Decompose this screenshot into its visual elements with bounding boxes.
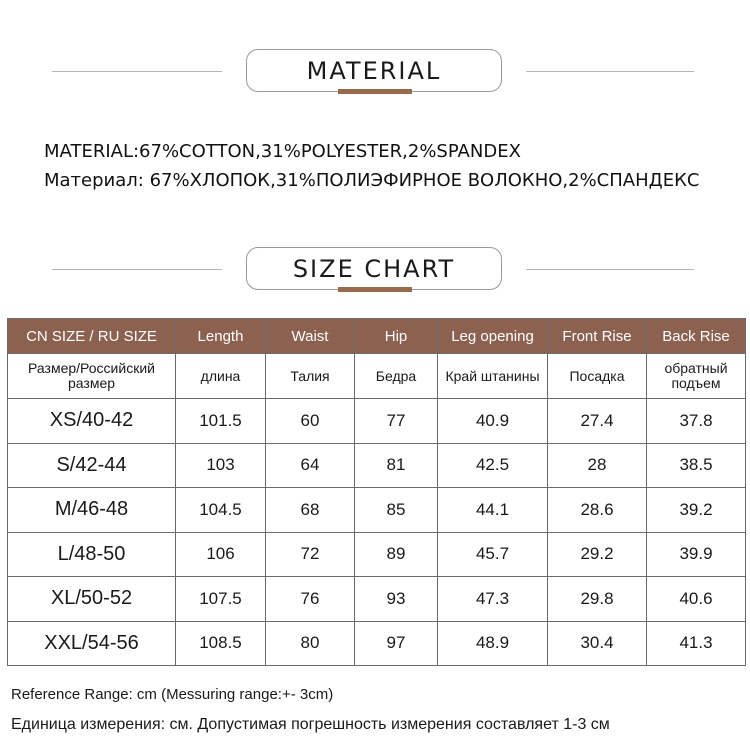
subheader-cell: Размер/Российский размер <box>8 354 176 399</box>
subheader-cell: Посадка <box>548 354 647 399</box>
size-chart-table <box>7 318 746 666</box>
table-row <box>8 577 746 622</box>
subheader-cell: длина <box>176 354 266 399</box>
table-cell: 97 <box>355 621 438 666</box>
table-cell: 64 <box>266 443 355 488</box>
title-accent-bar <box>338 287 412 292</box>
size-cell: XL/50-52 <box>8 577 176 622</box>
table-cell: 76 <box>266 577 355 622</box>
table-cell: 108.5 <box>176 621 266 666</box>
reference-range-note-en: Reference Range: cm (Messuring range:+- 3cm) <box>11 686 334 703</box>
table-cell: 37.8 <box>647 399 746 444</box>
table-row <box>8 532 746 577</box>
table-cell: 85 <box>355 488 438 533</box>
table-cell: 104.5 <box>176 488 266 533</box>
material-heading <box>0 49 750 95</box>
table-cell: 41.3 <box>647 621 746 666</box>
table-header-row <box>8 319 746 354</box>
table-cell: 68 <box>266 488 355 533</box>
material-title: MATERIAL <box>246 49 502 92</box>
table-cell: 28 <box>548 443 647 488</box>
table-cell: 48.9 <box>438 621 548 666</box>
table-subheader-row <box>8 354 746 399</box>
table-cell: 44.1 <box>438 488 548 533</box>
header-cell-size: CN SIZE / RU SIZE <box>8 319 176 354</box>
table-cell: 101.5 <box>176 399 266 444</box>
size-cell: S/42-44 <box>8 443 176 488</box>
table-row <box>8 443 746 488</box>
table-cell: 30.4 <box>548 621 647 666</box>
table-cell: 80 <box>266 621 355 666</box>
header-cell-front-rise: Front Rise <box>548 319 647 354</box>
table-cell: 77 <box>355 399 438 444</box>
table-cell: 40.9 <box>438 399 548 444</box>
header-cell-length: Length <box>176 319 266 354</box>
material-composition-ru: Материал: 67%ХЛОПОК,31%ПОЛИЭФИРНОЕ ВОЛОКНО,2%СПАНДЕКС <box>44 170 700 191</box>
divider-right <box>526 71 694 72</box>
size-chart-title: SIZE CHART <box>246 247 502 290</box>
table-row <box>8 488 746 533</box>
table-cell: 107.5 <box>176 577 266 622</box>
header-cell-waist: Waist <box>266 319 355 354</box>
material-composition-en: MATERIAL:67%COTTON,31%POLYESTER,2%SPANDEX <box>44 141 521 162</box>
size-chart-heading <box>0 247 750 293</box>
table-cell: 45.7 <box>438 532 548 577</box>
divider-right <box>526 269 694 270</box>
table-cell: 93 <box>355 577 438 622</box>
table-cell: 60 <box>266 399 355 444</box>
table-cell: 40.6 <box>647 577 746 622</box>
divider-left <box>52 71 222 72</box>
table-cell: 27.4 <box>548 399 647 444</box>
divider-left <box>52 269 222 270</box>
title-accent-bar <box>338 89 412 94</box>
size-cell: M/46-48 <box>8 488 176 533</box>
size-cell: L/48-50 <box>8 532 176 577</box>
table-cell: 106 <box>176 532 266 577</box>
header-cell-back-rise: Back Rise <box>647 319 746 354</box>
subheader-cell: Бедра <box>355 354 438 399</box>
table-cell: 39.9 <box>647 532 746 577</box>
table-cell: 103 <box>176 443 266 488</box>
table-cell: 42.5 <box>438 443 548 488</box>
table-cell: 38.5 <box>647 443 746 488</box>
table-cell: 29.8 <box>548 577 647 622</box>
table-row <box>8 621 746 666</box>
table-cell: 29.2 <box>548 532 647 577</box>
header-cell-hip: Hip <box>355 319 438 354</box>
size-cell: XXL/54-56 <box>8 621 176 666</box>
header-cell-leg-opening: Leg opening <box>438 319 548 354</box>
table-cell: 81 <box>355 443 438 488</box>
table-cell: 89 <box>355 532 438 577</box>
size-cell: XS/40-42 <box>8 399 176 444</box>
table-cell: 28.6 <box>548 488 647 533</box>
table-row <box>8 399 746 444</box>
table-cell: 72 <box>266 532 355 577</box>
table-cell: 39.2 <box>647 488 746 533</box>
table-cell: 47.3 <box>438 577 548 622</box>
subheader-cell: обратный подъем <box>647 354 746 399</box>
subheader-cell: Талия <box>266 354 355 399</box>
reference-range-note-ru: Единица измерения: см. Допустимая погрешность измерения составляет 1-3 см <box>11 716 610 733</box>
subheader-cell: Край штанины <box>438 354 548 399</box>
